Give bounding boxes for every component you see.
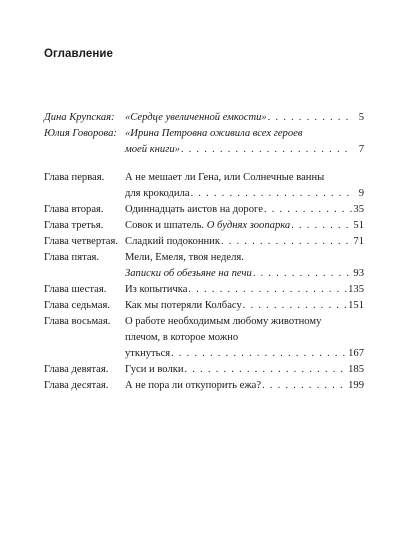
toc-subtitle: О буднях зоопарка [206, 220, 291, 231]
chapter-label: Глава третья. [44, 220, 104, 231]
toc-line [125, 126, 364, 142]
page-number: 51 [353, 220, 364, 231]
chapter-label: Глава пятая. [44, 252, 100, 263]
chapter-label: Глава седьмая. [44, 300, 110, 311]
toc-title: «Сердце увеличенной емкости» [125, 112, 267, 123]
chapter-label: Глава первая. [44, 172, 105, 183]
leader-dots [171, 346, 347, 362]
toc-line [125, 250, 364, 266]
leader-dots [253, 266, 353, 282]
leader-dots [191, 186, 353, 202]
page-number: 35 [353, 204, 364, 215]
toc-title: Гуси и волки [125, 364, 184, 375]
page-title: Оглавление [44, 48, 114, 60]
toc-entry-chapter-9 [44, 362, 364, 378]
leader-dots [181, 142, 353, 158]
toc-entry-chapter-7 [44, 298, 364, 314]
chapter-label: Глава вторая. [44, 204, 104, 215]
page-number: 135 [348, 284, 364, 295]
toc-title: Как мы потеряли Колбасу [125, 300, 242, 311]
toc-line[interactable] [125, 378, 364, 394]
toc-subtitle: Записки об обезьяне на печи [125, 268, 252, 279]
toc-title: моей книги» [125, 144, 180, 155]
toc-line[interactable] [125, 346, 364, 362]
page-number: 167 [348, 348, 364, 359]
toc-title: А не пора ли откупорить ежа? [125, 380, 262, 391]
toc-entry-chapter-8 [44, 314, 364, 362]
page-number: 93 [353, 268, 364, 279]
toc-line[interactable] [125, 266, 364, 282]
leader-dots [243, 298, 347, 314]
leader-dots [189, 282, 348, 298]
toc-line[interactable] [125, 218, 364, 234]
toc-entry-chapter-2 [44, 202, 364, 218]
page-number: 199 [348, 380, 364, 391]
toc-entry-intro-2 [44, 126, 364, 158]
page-number: 71 [353, 236, 364, 247]
toc-title: Сладкий подоконник [125, 236, 220, 247]
toc-line [125, 330, 364, 346]
toc-title: уткнуться [125, 348, 171, 359]
toc-title: плечом, в которое можно [125, 332, 239, 343]
toc-line[interactable] [125, 282, 364, 298]
toc-line[interactable] [125, 186, 364, 202]
toc-line[interactable] [125, 110, 364, 126]
toc-entry-chapter-10 [44, 378, 364, 394]
toc-line [125, 314, 364, 330]
chapter-label: Глава десятая. [44, 380, 109, 391]
toc-author: Дина Крупская: [44, 112, 115, 123]
leader-dots [221, 234, 352, 250]
toc-entry-chapter-1 [44, 170, 364, 202]
toc-title: О работе необходимым любому животному [125, 316, 322, 327]
toc-line [125, 170, 364, 186]
toc-entry-intro-1 [44, 110, 364, 126]
leader-dots [268, 110, 353, 126]
toc-entry-chapter-3 [44, 218, 364, 234]
toc-title: Из копытичка [125, 284, 188, 295]
chapter-label: Глава шестая. [44, 284, 107, 295]
toc-title: «Ирина Петровна оживила всех героев [125, 128, 303, 139]
toc-author: Юлия Говорова: [44, 128, 117, 139]
toc-entry-chapter-5 [44, 250, 364, 282]
toc-title: для крокодила [125, 188, 190, 199]
page-number: 9 [358, 188, 364, 199]
toc-line[interactable] [125, 234, 364, 250]
toc-line[interactable] [125, 142, 364, 158]
chapter-label: Глава девятая. [44, 364, 109, 375]
leader-dots [264, 202, 352, 218]
toc-entry-chapter-4 [44, 234, 364, 250]
toc-entry-chapter-6 [44, 282, 364, 298]
leader-dots [291, 218, 352, 234]
toc-line[interactable] [125, 362, 364, 378]
toc-title: Совок и шпатель. [125, 220, 205, 231]
chapter-label: Глава четвертая. [44, 236, 118, 247]
toc-line[interactable] [125, 298, 364, 314]
page-number: 151 [348, 300, 364, 311]
toc-title: Мели, Емеля, твоя неделя. [125, 252, 244, 263]
toc-title: А не мешает ли Гена, или Солнечные ванны [125, 172, 325, 183]
page-number: 7 [358, 144, 364, 155]
page-number: 185 [348, 364, 364, 375]
leader-dots [185, 362, 348, 378]
table-of-contents [44, 110, 364, 394]
toc-title: Одиннадцать аистов на дороге [125, 204, 263, 215]
chapter-label: Глава восьмая. [44, 316, 111, 327]
page-number: 5 [358, 112, 364, 123]
leader-dots [262, 378, 347, 394]
toc-line[interactable] [125, 202, 364, 218]
